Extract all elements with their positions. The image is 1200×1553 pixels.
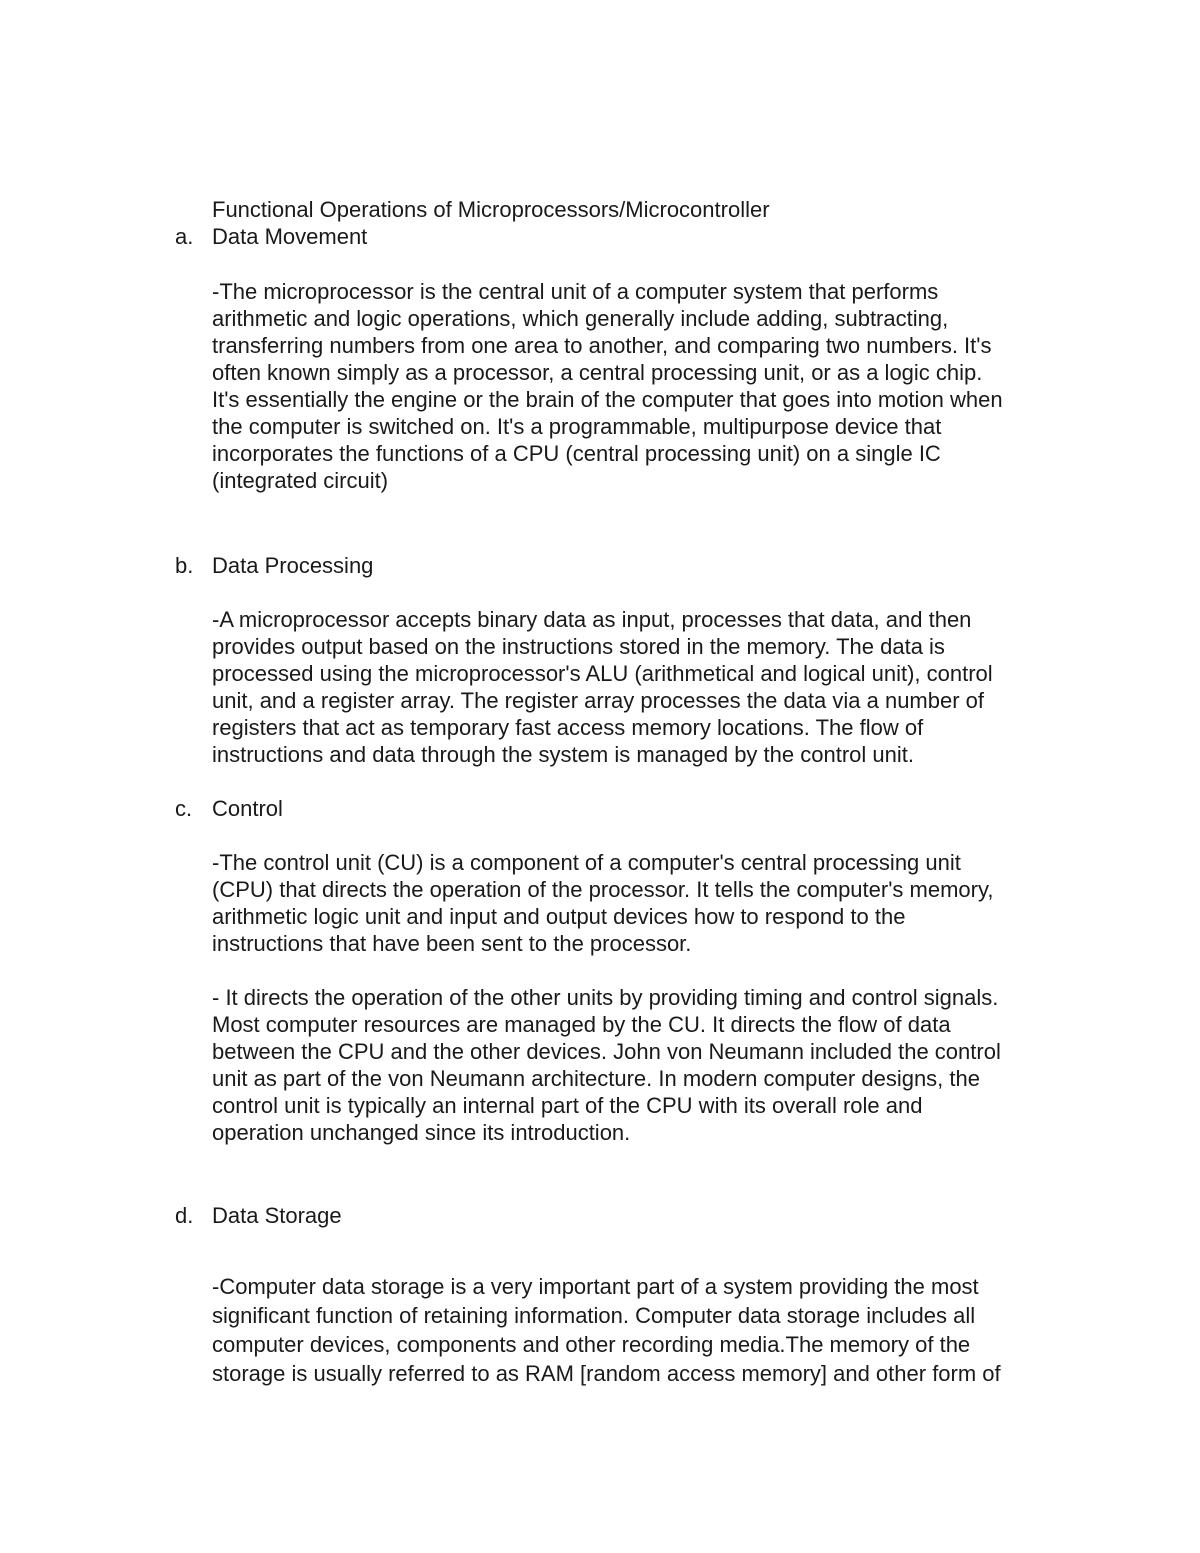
section-marker-b: b. [175, 553, 194, 578]
section-heading-data-storage: Data Storage [212, 1203, 342, 1228]
text-line: - It directs the operation of the other units by providing timing and control signals. [212, 985, 999, 1010]
text-line: -A microprocessor accepts binary data as input, processes that data, and then [212, 607, 972, 632]
section-marker-c: c. [175, 796, 193, 821]
section-paragraph [212, 606, 1092, 768]
text-line: Most computer resources are managed by the CU. It directs the flow of data [212, 1012, 951, 1037]
text-line: storage is usually referred to as RAM [random access memory] and other form of [212, 1361, 1001, 1386]
section-marker-a: a. [175, 224, 194, 249]
text-line: significant function of retaining information. Computer data storage includes all [212, 1303, 976, 1328]
text-line: It's essentially the engine or the brain of the computer that goes into motion when [212, 387, 1003, 412]
text-line: arithmetic logic unit and input and output devices how to respond to the [212, 904, 906, 929]
section-heading-data-processing: Data Processing [212, 553, 374, 578]
text-line: unit, and a register array. The register array processes the data via a number of [212, 688, 985, 713]
text-line: (CPU) that directs the operation of the processor. It tells the computer's memory, [212, 877, 994, 902]
text-line: instructions and data through the system is managed by the control unit. [212, 742, 914, 767]
text-line: transferring numbers from one area to another, and comparing two numbers. It's [212, 333, 992, 358]
text-line: -Computer data storage is a very important part of a system providing the most [212, 1274, 979, 1299]
text-line: (integrated circuit) [212, 468, 389, 493]
text-line: incorporates the functions of a CPU (central processing unit) on a single IC [212, 441, 941, 466]
section-heading-data-movement: Data Movement [212, 224, 368, 249]
text-line: the computer is switched on. It's a programmable, multipurpose device that [212, 414, 942, 439]
text-line: registers that act as temporary fast access memory locations. The flow of [212, 715, 924, 740]
text-line: -The control unit (CU) is a component of a computer's central processing unit [212, 850, 961, 875]
section-paragraph [212, 984, 1092, 1146]
section-paragraph [212, 278, 1092, 494]
text-line: unit as part of the von Neumann architecture. In modern computer designs, the [212, 1066, 980, 1091]
text-line: computer devices, components and other recording media.The memory of the [212, 1332, 971, 1357]
text-line: arithmetic and logic operations, which generally include adding, subtracting, [212, 306, 949, 331]
section-paragraph [212, 1272, 1092, 1388]
section-heading-control: Control [212, 796, 283, 821]
text-line: -The microprocessor is the central unit of a computer system that performs [212, 279, 939, 304]
text-line: provides output based on the instructions stored in the memory. The data is [212, 634, 945, 659]
text-line: instructions that have been sent to the processor. [212, 931, 692, 956]
section-marker-d: d. [175, 1203, 194, 1228]
text-line: between the CPU and the other devices. John von Neumann included the control [212, 1039, 1001, 1064]
text-line: processed using the microprocessor's ALU (arithmetical and logical unit), control [212, 661, 993, 686]
text-line: control unit is typically an internal part of the CPU with its overall role and [212, 1093, 923, 1118]
document-title: Functional Operations of Microprocessors/Microcontroller [212, 197, 770, 222]
section-paragraph [212, 849, 1092, 957]
text-line: operation unchanged since its introduction. [212, 1120, 631, 1145]
text-line: often known simply as a processor, a central processing unit, or as a logic chip. [212, 360, 983, 385]
